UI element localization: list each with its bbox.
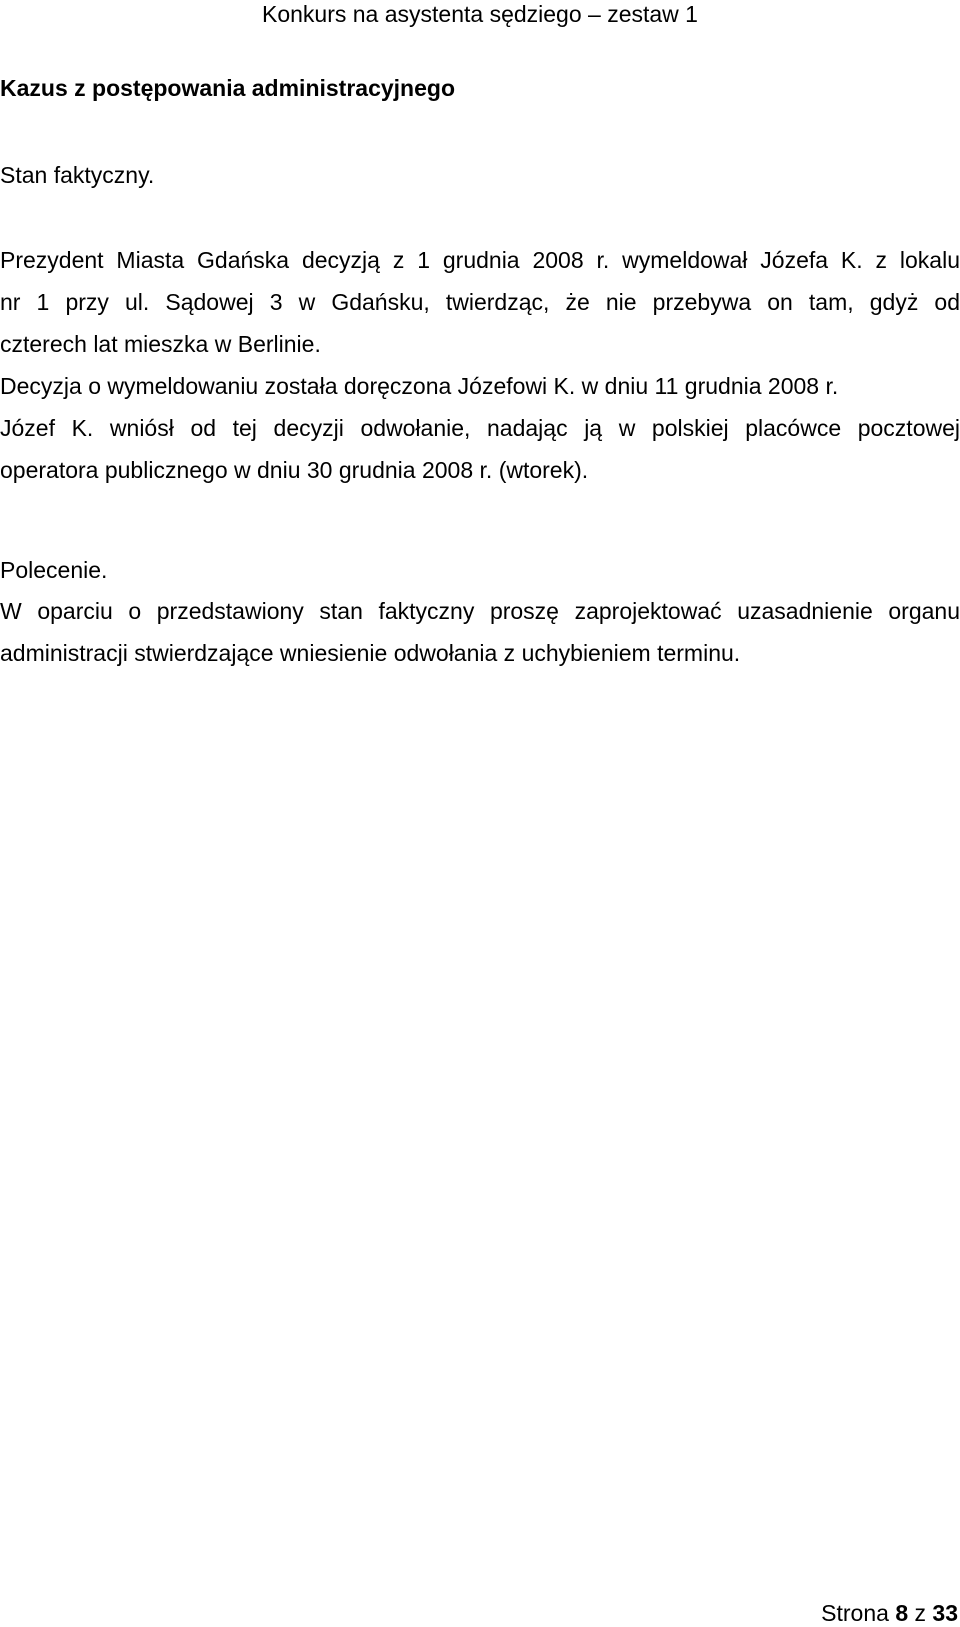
total-pages: 33 [932,1600,958,1626]
facts-label: Stan faktyczny. [0,162,155,188]
of-word: z [914,1600,927,1626]
facts-paragraph [0,239,960,491]
facts-line: operatora publicznego w dniu 30 grudnia 2008 r. (wtorek). [0,457,589,483]
facts-line: Prezydent Miasta Gdańska decyzją z 1 grudnia 2008 r. wymeldował Józefa K. z lokalu [0,247,960,273]
task-line: W oparciu o przedstawiony stan faktyczny proszę zaprojektować uzasadnienie organu [0,598,960,624]
task-line: administracji stwierdzające wniesienie odwołania z uchybieniem terminu. [0,640,741,666]
facts-line: Decyzja o wymeldowaniu została doręczona Józefowi K. w dniu 11 grudnia 2008 r. [0,373,839,399]
task-paragraph [0,590,960,674]
current-page: 8 [895,1600,909,1626]
facts-line: czterech lat mieszka w Berlinie. [0,331,321,357]
document-title: Kazus z postępowania administracyjnego [0,75,455,101]
page-header: Konkurs na asystenta sędziego – zestaw 1 [262,1,698,27]
facts-line: nr 1 przy ul. Sądowej 3 w Gdańsku, twierdząc, że nie przebywa on tam, gdyż od [0,289,960,315]
facts-line: Józef K. wniósł od tej decyzji odwołanie, nadając ją w polskiej placówce pocztowej [0,415,960,441]
page-word: Strona [821,1600,889,1626]
page-number [821,1600,958,1627]
task-label: Polecenie. [0,557,108,583]
